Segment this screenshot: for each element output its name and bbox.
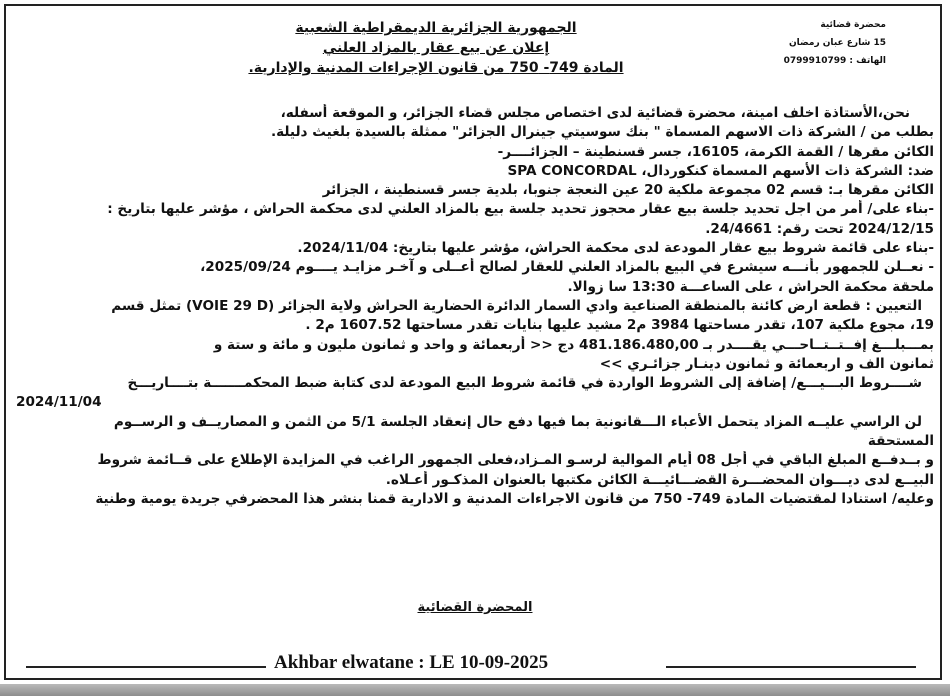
notice-title: إعلان عن بيع عقار بالمزاد العلني xyxy=(322,40,550,56)
notice-line: ملحقة محكمة الحراش ، على الساعـــة 13:30 سا زوالا. xyxy=(567,278,934,295)
footer-rule-left xyxy=(26,666,266,668)
notice-line: الكائن مقرها / القمة الكرمة، 16105، جسر قسنطينة – الجزائــــر- xyxy=(497,143,934,160)
notice-line: ضد: الشركة ذات الأسهم المسماة كنكوردال، SPA CONCORDAL xyxy=(507,162,934,179)
notice-header xyxy=(196,18,676,78)
notice-line: التعيين : قطعة ارض كائنة بالمنطقة الصناعية وادي السمار الدائرة الحضارية الحراش ولاية الجزائر (VOIE 29 D) تمثل قسم xyxy=(111,297,922,314)
notice-line: و بــدفــع المبلغ الباقي في أجل 08 أيام الموالية لرسـو المـزاد،فعلى الجمهور الراغب في المزايدة الإطلاع على قــائمة شروط xyxy=(97,452,934,469)
republic-title: الجمهورية الجزائرية الديمقراطية الشعبية xyxy=(295,20,577,36)
signature-block xyxy=(6,600,944,615)
bailiff-address: 15 شارع عبان رمضان xyxy=(788,38,886,48)
scan-edge-band xyxy=(0,684,950,696)
newspaper-reference: Akhbar elwatane : LE 10-09-2025 xyxy=(274,652,549,673)
legal-basis: المادة 749- 750 من قانون الإجراءات المدنية والإدارية. xyxy=(248,60,624,76)
bailiff-name: محضرة قضائية xyxy=(820,20,886,30)
notice-line: المستحقة xyxy=(867,433,934,450)
bailiff-contact-block xyxy=(686,16,886,70)
notice-line: بمـــبلـــغ إفــتــتــاحـــي يقــــدر بـ 481.186.480,00 دج << أربعمائة و واحد و ثمانون مليون و مائة و ستة و xyxy=(213,336,934,353)
notice-line: شــــروط البـــيـــع/ إضافة إلى الشروط الواردة في قائمة شروط البيع المودعة لدى كتابة ضبط المحكمـــــــة بتــــاريـــخ xyxy=(127,375,922,392)
footer-rule-right xyxy=(666,666,916,668)
notice-line: - نعــلن للجمهور بأنـــه سيشرع في البيع بالمزاد العلني للعقار لصالح أعــلى و آخـر مزايـد يــــوم 2025/09/24، xyxy=(200,259,934,276)
bailiff-phone: الهاتف : 0799910799 xyxy=(783,56,886,66)
notice-line: -بناء على/ أمر من اجل تحديد جلسة بيع عقار محجوز تحديد جلسة بيع بالمزاد العلني لدى محكمة الحراش ، مؤشر عليها بتاريخ : xyxy=(107,201,934,218)
notice-line: ثمانون الف و اربعمائة و ثمانون دينـار جزائـري >> xyxy=(599,355,934,372)
notice-line: البيــع لدى ديـــوان المحضـــرة القضـــائيـــة الكائن مكتبها بالعنوان المذكـور أعـلاه. xyxy=(385,471,934,488)
notice-line: 2024/11/04 xyxy=(16,394,102,411)
notice-line: نحن،الأستاذة اخلف امينة، محضرة قضائية لدى اختصاص مجلس قضاء الجزائر، و الموقعة أسفله، xyxy=(280,105,910,121)
notice-line: بطلب من / الشركة ذات الاسهم المسماة " بنك سوسيتي جينرال الجزائر" ممثلة بالسيدة بلغيث دليلة. xyxy=(270,124,934,141)
signature-title: المحضرة القضائية xyxy=(417,600,533,615)
notice-body xyxy=(16,104,934,509)
notice-line: لن الراسي عليــه المزاد يتحمل الأعباء الـــقانونية بما فيها دفع حال إنعقاد الجلسة 5/1 من الثمن و المصاريــف و الرســوم xyxy=(113,413,922,430)
notice-line: 2024/12/15 تحت رقم: 24/4661. xyxy=(705,220,934,237)
notice-line: -بناء على قائمة شروط بيع عقار المودعة لدى محكمة الحراش، مؤشر عليها بتاريخ: 2024/11/04. xyxy=(297,240,934,257)
notice-line: وعليه/ استنادا لمقتضيات المادة 749- 750 من قانون الاجراءات المدنية و الادارية قمنا بنشر هذا المحضرفي جريدة يومية وطنية xyxy=(95,490,934,507)
publication-footer xyxy=(6,652,944,680)
notice-line: 19، مجوع ملكية 107، تقدر مساحتها 3984 م2 مشيد عليها بنايات تقدر مساحتها 1607.52 م2 . xyxy=(305,317,934,334)
legal-notice-page xyxy=(4,4,942,680)
notice-line: الكائن مقرها بـ: قسم 02 مجموعة ملكية 20 عين النعجة جنوبا، بلدية جسر قسنطينة ، الجزائر xyxy=(322,182,934,199)
